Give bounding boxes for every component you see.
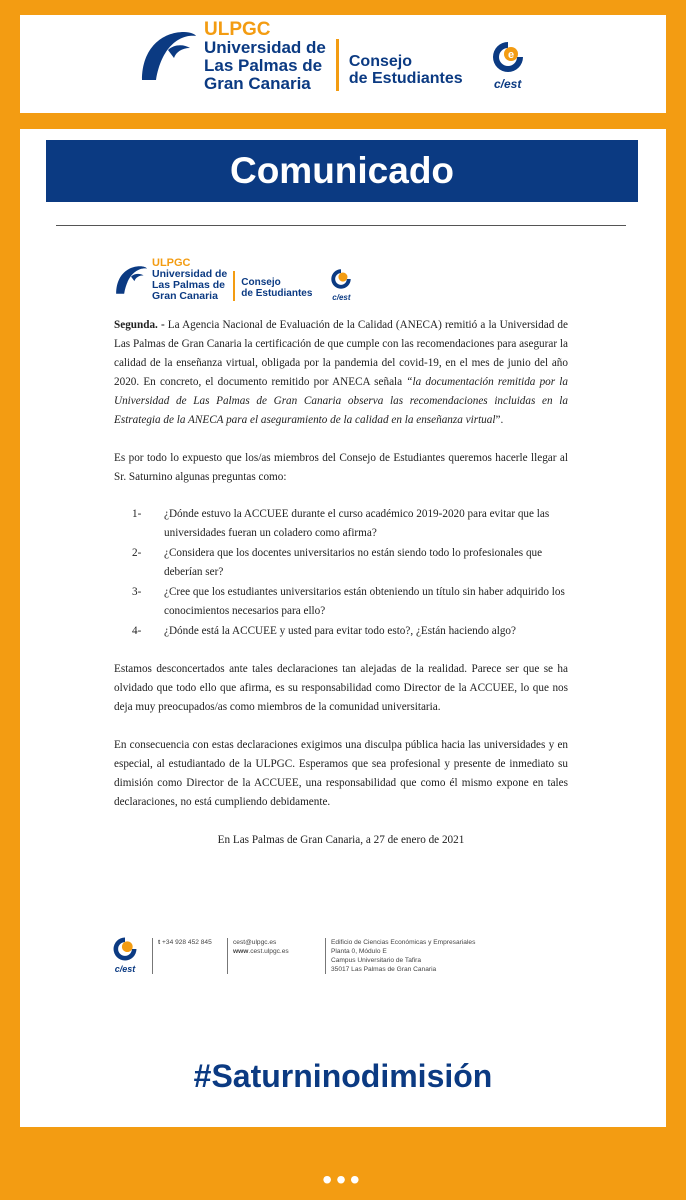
phone-label: t	[158, 939, 161, 946]
paragraph-quote-end: ”.	[495, 414, 504, 426]
paragraph-intro-questions: Es por todo lo expuesto que los/as miembros del Consejo de Estudiantes queremos hacerle llegar al Sr. Saturnino algunas preguntas como:	[114, 452, 568, 483]
question-item	[114, 544, 568, 582]
footer-web[interactable]	[233, 947, 289, 956]
logo-council-line-2: de Estudiantes	[348, 70, 463, 88]
document-body	[114, 316, 568, 850]
doc-logo-university-line-3: Gran Canaria	[152, 290, 218, 303]
footer-web-label: www	[233, 948, 249, 955]
document-logo	[113, 258, 352, 302]
question-number: 1-	[132, 508, 142, 520]
paragraph-consecuencia: En consecuencia con estas declaraciones exigimos una disculpa pública hacia las universidades y en especial, al estudiantado de la ULPGC. Esperamos que sea profesional y presente de inmediato su dimisión como Director de la ACCUEE, una responsabilidad que como él mismo expone en tales declaraciones, no está cumpliendo debidamente.	[114, 739, 568, 808]
cest-logo	[491, 40, 525, 91]
signature-line: En Las Palmas de Gran Canaria, a 27 de enero de 2021	[217, 834, 465, 846]
address-line: Campus Universitario de Tafira	[331, 957, 422, 964]
ulpgc-swoosh-icon	[138, 28, 198, 84]
doc-logo-university-line-2: Las Palmas de	[152, 279, 225, 292]
logo-university-line-2: Las Palmas de	[204, 55, 323, 75]
footer-cest-logo	[112, 936, 138, 974]
question-item	[114, 622, 568, 641]
header-orange-bar	[0, 113, 686, 129]
address-line: Edificio de Ciencias Económicas y Empresariales	[331, 939, 476, 946]
question-item	[114, 505, 568, 543]
logo-ulpgc-text: ULPGC	[204, 19, 271, 40]
question-number: 3-	[132, 586, 142, 598]
footer-divider-3	[325, 938, 326, 974]
paragraph-segunda-text: La Agencia Nacional de Evaluación de la Calidad (ANECA) remitió a la Universidad de Las Palmas de Gran Canaria la certificación de que cumple con las recomendaciones para asegurar la calidad de la enseñanza virtual, obligada por la pandemia del covid-19, en el mes de junio del año 2020. En concreto, el documento remitido por ANECA señala	[114, 319, 568, 388]
paragraph-desconcertados: Estamos desconcertados ante tales declaraciones tan alejadas de la realidad. Parece ser que se ha olvidado que todo ello que afirma, es su responsabilidad como Director de la ACCUEE, lo que nos deja muy preocupados/as como miembros de la comunidad universitaria.	[114, 663, 568, 713]
footer-cest-emblem-icon	[112, 936, 138, 962]
footer-email[interactable]: cest@ulpgc.es	[233, 939, 277, 946]
cest-logo-text: c/est	[494, 76, 522, 91]
question-text: ¿Considera que los docentes universitarios no están siendo todo lo profesionales que deberían ser?	[164, 547, 543, 578]
logo-university-line-1: Universidad de	[204, 38, 326, 57]
left-orange-border	[0, 0, 20, 1200]
footer-divider-1	[152, 938, 153, 974]
doc-logo-council-line-2: de Estudiantes	[241, 288, 313, 300]
footer-phone	[158, 938, 212, 947]
page-title: Comunicado	[46, 140, 638, 202]
question-number: 4-	[132, 625, 142, 637]
question-text: ¿Cree que los estudiantes universitarios están obteniendo un título sin haber adquirido los conocimientos necesarios para ello?	[164, 586, 565, 617]
footer-address	[331, 938, 475, 974]
paragraph-lead: Segunda. -	[114, 319, 165, 331]
right-orange-border	[666, 0, 686, 1200]
address-line: 35017 Las Palmas de Gran Canaria	[331, 966, 437, 973]
ulpgc-swoosh-icon-small	[113, 264, 149, 296]
logo-separator	[336, 39, 339, 91]
question-text: ¿Dónde estuvo la ACCUEE durante el curso académico 2019-2020 para evitar que las universidades fueran un coladero como afirma?	[164, 508, 550, 539]
question-item	[114, 583, 568, 621]
doc-logo-council-line-1: Consejo	[241, 277, 281, 289]
doc-logo-separator	[233, 271, 235, 301]
doc-logo-university-line-1: Universidad de	[152, 268, 228, 280]
svg-text:e: e	[507, 48, 514, 61]
logo-university-line-3: Gran Canaria	[204, 73, 311, 93]
question-number: 2-	[132, 547, 142, 559]
footer-cest-text: c/est	[114, 964, 136, 974]
footer-web-rest: .cest.ulpgc.es	[248, 948, 289, 955]
cest-emblem-icon	[491, 40, 525, 74]
question-text: ¿Dónde está la ACCUEE y usted para evitar todo esto?, ¿Están haciendo algo?	[164, 625, 516, 637]
footer-divider-2	[227, 938, 228, 974]
doc-logo-ulpgc-text: ULPGC	[152, 257, 191, 269]
pager-dots[interactable]: •••	[322, 1164, 364, 1195]
logo-council-line-1: Consejo	[348, 52, 412, 70]
doc-cest-emblem-icon	[330, 268, 352, 290]
title-divider	[56, 225, 626, 226]
doc-cest-logo	[330, 268, 352, 302]
address-line: Planta 0, Módulo E	[331, 948, 387, 955]
top-orange-bar	[0, 0, 686, 15]
paragraph-segunda	[114, 316, 568, 430]
questions-list	[114, 505, 568, 641]
hashtag: #Saturninodimisión	[193, 1058, 493, 1094]
paragraph-quote: “la documentación remitida por la Universidad de Las Palmas de Gran Canaria observa las recomendaciones incluidas en la Estrategia de la ANECA para el aseguramiento de la calidad en la enseñanza virtual	[114, 376, 568, 426]
footer-contact	[233, 938, 289, 956]
university-logo	[138, 20, 525, 93]
phone-number: +34 928 452 845	[162, 939, 212, 946]
doc-cest-logo-text: c/est	[332, 293, 351, 303]
